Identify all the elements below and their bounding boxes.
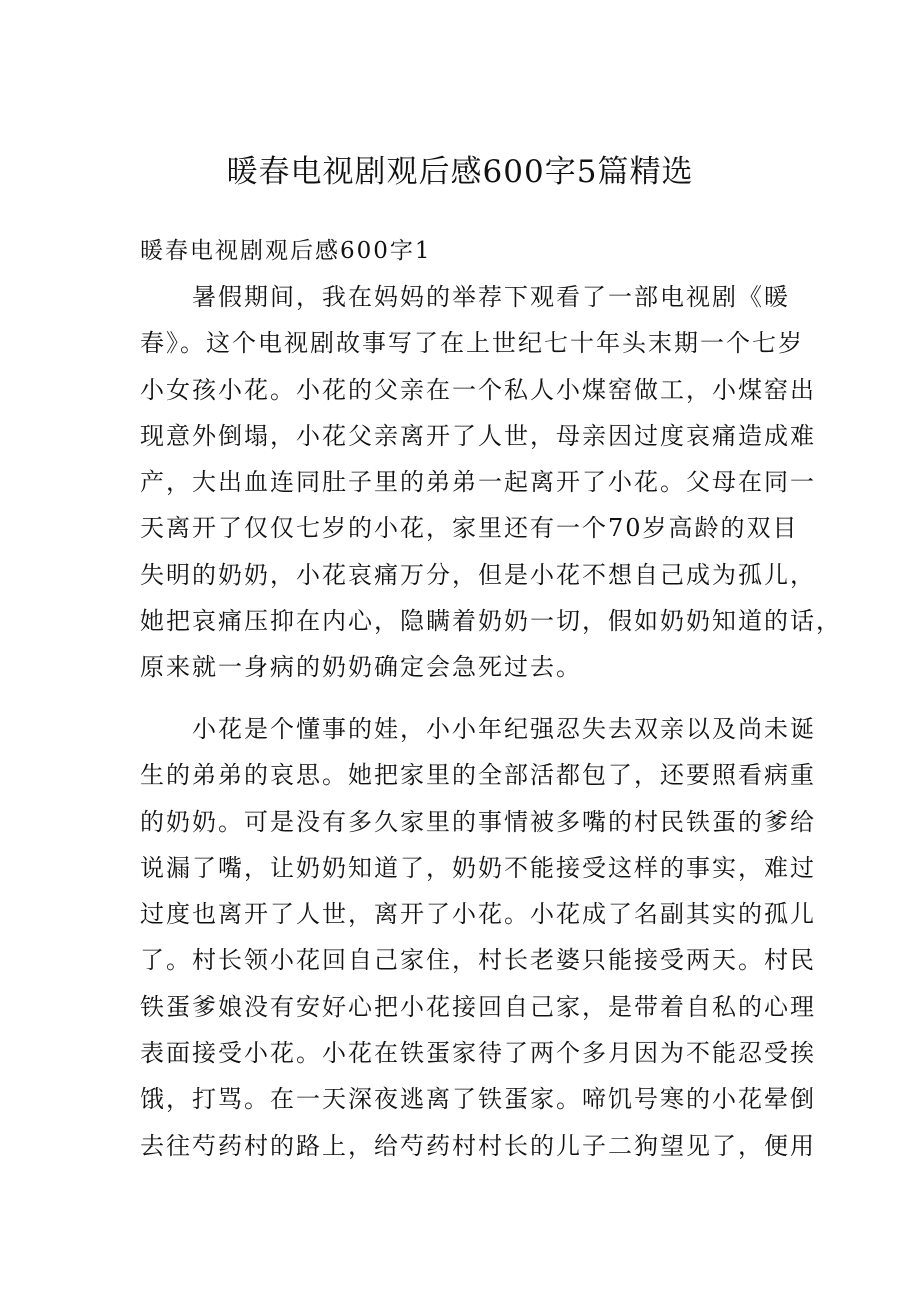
text-line: 现意外倒塌，小花父亲离开了人世，母亲因过度哀痛造成难 — [140, 421, 816, 450]
text-line: 饿，打骂。在一天深夜逃离了铁蛋家。啼饥号寒的小花晕倒 — [140, 1085, 816, 1114]
text-line: 了。村长领小花回自己家住，村长老婆只能接受两天。村民 — [140, 946, 816, 975]
text-line: 小花是个懂事的娃，小小年纪强忍失去双亲以及尚未诞 — [192, 715, 816, 743]
text-line: 说漏了嘴，让奶奶知道了，奶奶不能接受这样的事实，难过 — [140, 853, 816, 882]
section-heading: 暖春电视剧观后感600字1 — [140, 238, 432, 264]
text-line: 暑假期间，我在妈妈的举荐下观看了一部电视剧《暖 — [192, 283, 790, 311]
text-line: 产，大出血连同肚子里的弟弟一起离开了小花。父母在同一 — [140, 468, 816, 497]
text-line: 失明的奶奶，小花哀痛万分，但是小花不想自己成为孤儿， — [140, 560, 816, 589]
text-line: 她把哀痛压抑在内心，隐瞒着奶奶一切，假如奶奶知道的话， — [140, 607, 842, 636]
paragraph-2 — [140, 706, 816, 1169]
text-line: 春》。这个电视剧故事写了在上世纪七十年头末期一个七岁 — [140, 329, 804, 358]
text-line: 天离开了仅仅七岁的小花，家里还有一个70岁高龄的双目 — [140, 514, 799, 543]
text-line: 过度也离开了人世，离开了小花。小花成了名副其实的孤儿 — [140, 900, 816, 929]
document-title: 暖春电视剧观后感600字5篇精选 — [226, 154, 694, 190]
text-line: 小女孩小花。小花的父亲在一个私人小煤窑做工，小煤窑出 — [140, 375, 816, 404]
text-line: 生的弟弟的哀思。她把家里的全部活都包了，还要照看病重 — [140, 761, 816, 790]
text-line: 的奶奶。可是没有多久家里的事情被多嘴的村民铁蛋的爹给 — [140, 807, 816, 836]
text-line: 去往芍药村的路上，给芍药村村长的儿子二狗望见了，便用 — [140, 1131, 816, 1160]
text-line: 铁蛋爹娘没有安好心把小花接回自己家，是带着自私的心理 — [140, 992, 816, 1021]
text-line: 原来就一身病的奶奶确定会急死过去。 — [140, 653, 582, 682]
paragraph-1 — [140, 274, 842, 691]
text-line: 表面接受小花。小花在铁蛋家待了两个多月因为不能忍受挨 — [140, 1039, 816, 1068]
